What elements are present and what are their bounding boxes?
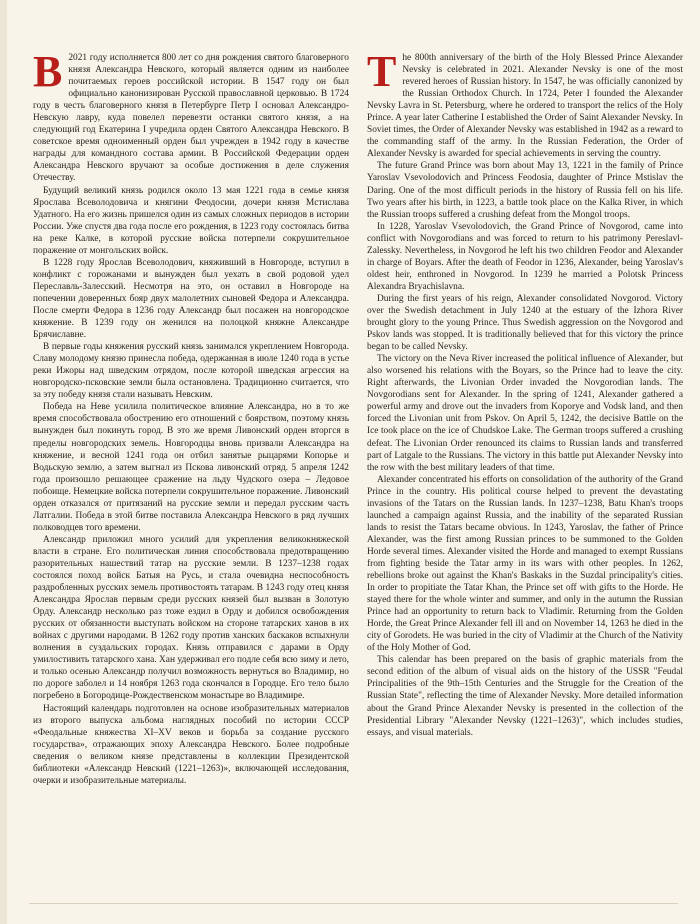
en-paragraph-1-text: he 800th anniversary of the birth of the Holy Blessed Prince Alexander Nevsky is celebrated in 2021. Alexander Nevsky is one of the most revered heroes of Russian history. In 1547, he was officially canonized by the Russian Orthodox Church. In 1724, Peter I founded the Alexander Nevsky Lavra in St. Petersburg, where he ordered to transport the relics of the Holy Prince. A year later Catherine I established the Order of Saint Alexander Nevsky. In Soviet times, the Order of Alexander Nevsky was established in 1942 as a reward to the commanding staff of the army. In the Russian Federation, the Order of Alexander Nevsky is awarded for special achievements in serving the country. bbox=[367, 53, 683, 160]
en-paragraph-6: Alexander concentrated his efforts on consolidation of the authority of the Grand Prince in the country. His political course helped to prevent the devastating invasions of the Tatars on the Russian lands. In 1237–1238, Batu Khan's troops launched a campaign against Russia, and the inability of the separated Russian lands to resist the Tatars became obvious. In 1243, Yaroslav, the father of Prince Alexander, was the first among Russian princes to be summoned to the Golden Horde several times. Alexander visited the Horde and managed to exempt Russians from fighting beside the Tatar army in its wars with other peoples. In 1262, rebellions broke out against the Khan's Baskaks in the Suzdal principality's cities. In order to propitiate the Tatar Khan, the Prince set off with gifts to the Horde. He stayed there for the whole winter and summer, and only in the autumn the Russian Prince had an opportunity to return back to Vladimir. Returning from the Golden Horde, the Great Prince Alexander fell ill and on November 14, 1263 he died in the city of Gorodets. He was buried in the city of Vladimir at the Church of the Nativity of the Holy Mother of God. bbox=[367, 474, 683, 654]
english-text-column bbox=[367, 52, 683, 884]
en-paragraph-3: In 1228, Yaroslav Vsevolodovich, the Grand Prince of Novgorod, came into conflict with Novgorodians and was forced to return to his patrimony Pereslavl-Zalessky. Nevertheless, in Novgorod he left his two children Feodor and Alexander in charge of Boyars. After the death of Feodor in 1236, Alexander, being Yaroslav's oldest heir, enthroned in Novgorod. In 1239 he married a Polotsk Princess Alexandra Bryachislavna. bbox=[367, 221, 683, 292]
en-paragraph-1 bbox=[367, 52, 683, 160]
ru-paragraph-7: Настоящий календарь подготовлен на основе изобразительных материалов из второго выпуска альбома наглядных пособий по истории СССР «Феодальные княжества XI–XV веков и борьба за создание русского государства», отражающих эпоху Александра Невского. Более подробные сведения о великом князе представлены в коллекции Президентской библиотеки «Александр Невский (1221–1263)», включающей исследования, очерки и изобразительные материалы. bbox=[33, 703, 349, 786]
en-paragraph-4: During the first years of his reign, Alexander consolidated Novgorod. Victory over the Swedish detachment in July 1240 at the estuary of the Izhora River brought glory to the young Prince. Thus Swedish aggression on the Novgorod and Pskov lands was stopped. It is traditionally believed that for this victory the prince began to be called Nevsky. bbox=[367, 293, 683, 353]
russian-text-column bbox=[33, 52, 349, 884]
en-paragraph-7: This calendar has been prepared on the basis of graphic materials from the second edition of the album of visual aids on the history of the USSR "Feudal Principalities of the 9th–15th Centuries and the Struggle for the Creation of the Russian State", reflecting the time of Alexander Nevsky. More detailed information about the Grand Prince Alexander Nevsky is presented in the collection of the Presidential Library "Alexander Nevsky (1221–1263)", which includes studies, essays, and visual materials. bbox=[367, 655, 683, 738]
ru-paragraph-1 bbox=[33, 52, 349, 185]
ru-paragraph-4: В первые годы княжения русский князь занимался укреплением Новгорода. Славу молодому князю принесла победа, одержанная в июле 1240 года в устье реки Ижоры над шведским отрядом, после которой шведская агрессия на новгородско-псковские земли была остановлена. Традиционно считается, что за эту победу князя стали называть Невским. bbox=[33, 342, 349, 401]
en-paragraph-5: The victory on the Neva River increased the political influence of Alexander, but also worsened his relations with the Boyars, so the Prince had to leave the city. Right afterwards, the Livonian Order invaded the Novgorodian lands. The Novgorodians sent for Alexander. In the spring of 1241, Alexander gathered a powerful army and drove out the invaders from Koporye and Vodsk land, and then forced the Livonian unit from Pskov. On April 5, 1242, the decisive Battle on the Ice took place on the ice of Chudskoe Lake. The German troops suffered a crushing defeat. The Livonian Order renounced its claims to Russian lands and transferred part of Latgale to the Russians. The victory in this battle put Alexander Nevsky into the row with the best military leaders of that time. bbox=[367, 354, 683, 473]
ru-drop-cap: В bbox=[33, 52, 63, 96]
ru-paragraph-5: Победа на Неве усилила политическое влияние Александра, но в то же время способствовала обострению его отношений с боярством, поэтому князь вынужден был покинуть город. В это же время Ливонский орден вторгся в пределы новгородских земель. Новгородцы вновь призвали Александра на княжение, и весной 1241 года он отбил занятые рыцарями Копорье и Водьскую землю, а затем выгнал из Пскова ливонский отряд. 5 апреля 1242 года произошло решающее сражение на льду Чудского озера – Ледовое побоище. Немецкие войска потерпели сокрушительное поражение. Ливонский орден отказался от притязаний на русские земли и передал русским часть Латгалии. Победа в этой битве поставила Александра Невского в ряд лучших полководцев того времени. bbox=[33, 402, 349, 533]
en-paragraph-2: The future Grand Prince was born about May 13, 1221 in the family of Prince Yaroslav Vsevolodovich and Princess Feodosia, daughter of Prince Mstislav the Daring. One of the most difficult periods in the history of Russia fell on his life. Two years after his birth, in 1223, a battle took place on the Kalka River, in which the Russian troops suffered a crushing defeat from the Mongol troops. bbox=[367, 161, 683, 220]
ru-paragraph-2: Будущий великий князь родился около 13 мая 1221 года в семье князя Ярослава Всеволодовича и княгини Феодосии, дочери князя Мстислава Удатного. На его жизнь пришелся один из самых сложных периодов в истории России. Уже спустя два года после его рождения, в 1223 году состоялась битва на реке Калке, в которой русские войска потерпели сокрушительное поражение от монгольских войск. bbox=[33, 185, 349, 256]
en-drop-cap: T bbox=[367, 52, 397, 96]
ru-paragraph-1-text: 2021 году исполняется 800 лет со дня рождения святого благоверного князя Александра Невского, который является одним из наиболее почитаемых героев российской истории. В 1547 году он был официально канонизирован Русской православной церковью. В 1724 году в честь благоверного князя в Петербурге Петр I основал Александро-Невскую лавру, куда повелел перевезти останки святого князя, а на следующий год Екатерина I учредила орден Святого Александра Невского. В советское время одноименный орден был учрежден в 1942 году в качестве награды для командного состава армии. В Российской Федерации орден Александра Невского вручают за особые достижения в деле служения Отечеству. bbox=[33, 53, 349, 184]
ru-paragraph-3: В 1228 году Ярослав Всеволодович, княживший в Новгороде, вступил в конфликт с горожанами и вынужден был уехать в свой родовой удел Переславль-Залесский. Несмотря на это, он оставил в Новгороде на попечении доверенных бояр двух малолетних сыновей Федора и Александра. После смерти Федора в 1236 году Александр был посажен на новгородское княжение. В 1239 году он женился на полоцкой княжне Александре Брячиславне. bbox=[33, 257, 349, 341]
footer-divider bbox=[29, 903, 678, 904]
ru-paragraph-6: Александр приложил много усилий для укрепления великокняжеской власти в стране. Его политическая линия способствовала предотвращению разорительных нашествий татар на русские земли. В 1237–1238 годах состоялся поход войск Батыя на Русь, и стала очевидна неспособность раздробленных русских земель противостоять татарам. В 1243 году отец князя Александра Ярослав первым среди русских князей был вызван в Золотую Орду. Александр несколько раз тоже ездил в Орду и добился освобождения русских от обязанности выступать войском на стороне татарских ханов в их войнах с другими народами. В 1262 году против ханских баскаков вспыхнули волнения в суздальских городах. Князь отправился с дарами в Орду умилостивить татарского хана. Хан удерживал его подле себя всю зиму и лето, и только осенью Александр получил возможность вернуться во Владимир, но по дороге заболел и 14 ноября 1263 года скончался в Городце. Его тело было погребено в Богородице-Рождественском монастыре во Владимире. bbox=[33, 534, 349, 702]
